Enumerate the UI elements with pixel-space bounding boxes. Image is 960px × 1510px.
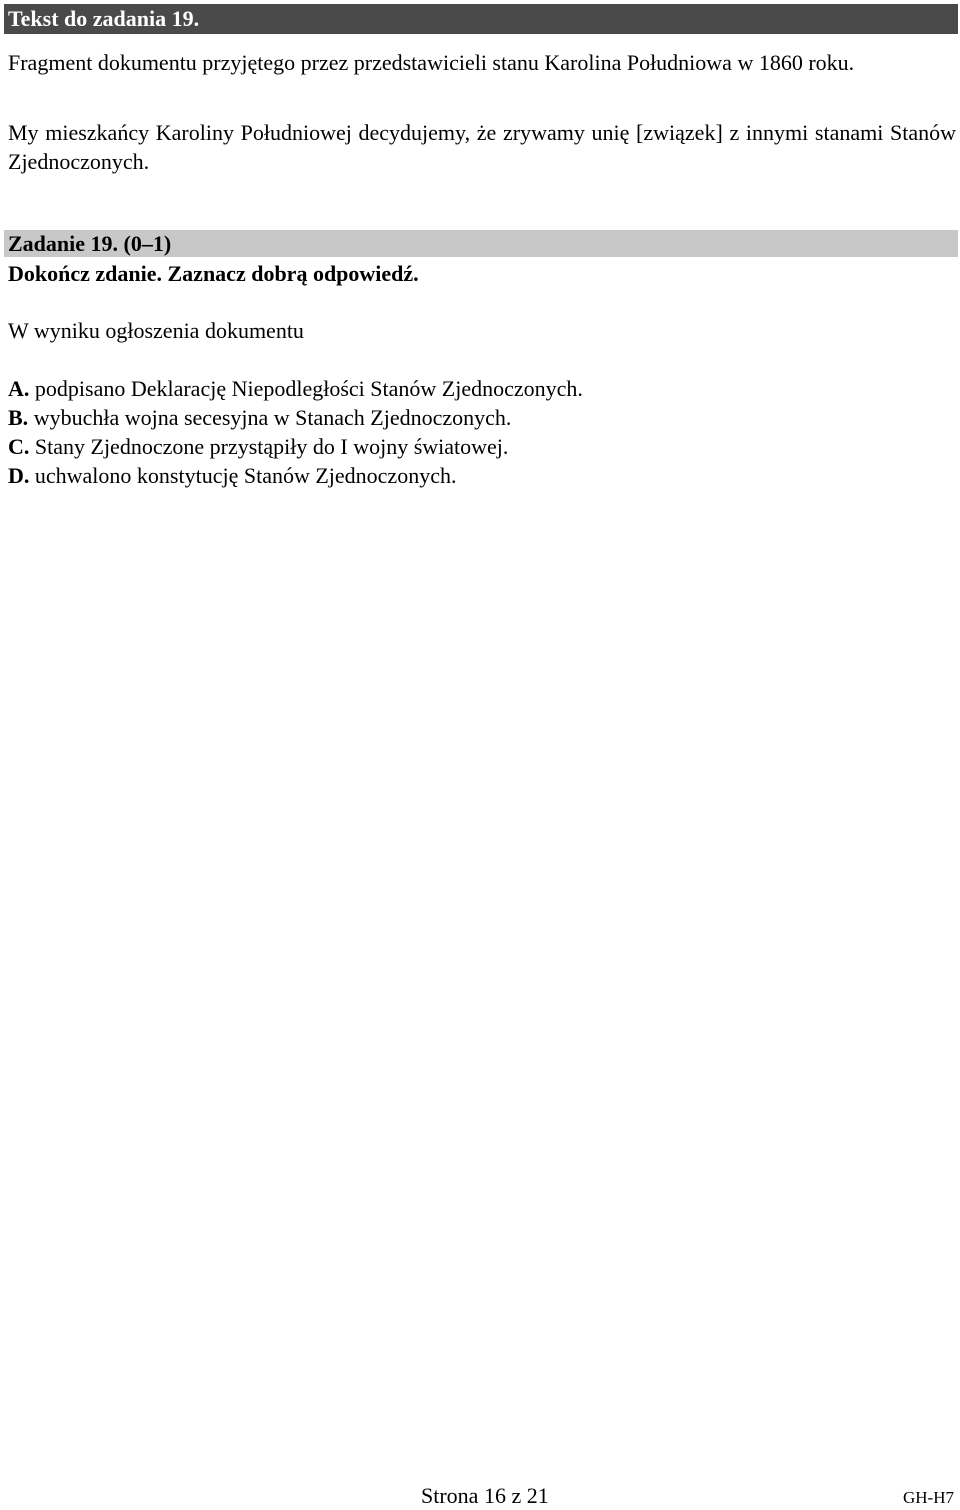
source-header-title: Tekst do zadania 19. [8, 6, 200, 31]
option-text: uchwalono konstytucję Stanów Zjednoczonych. [29, 463, 457, 488]
exam-code: GH-H7 [903, 1488, 954, 1507]
page-number: Strona 16 z 21 [421, 1483, 549, 1508]
option-letter: D. [8, 463, 30, 488]
option-text: wybuchła wojna secesyjna w Stanach Zjednoczonych. [28, 405, 512, 430]
option-text: podpisano Deklarację Niepodległości Stanów Zjednoczonych. [29, 376, 583, 401]
answer-option-c[interactable] [8, 432, 583, 461]
answer-option-d[interactable] [8, 461, 583, 490]
option-letter: A. [8, 376, 30, 401]
option-letter: B. [8, 405, 29, 430]
source-quote: My mieszkańcy Karoliny Południowej decydujemy, że zrywamy unię [związek] z innymi stanami Stanów Zjednoczonych. [8, 120, 956, 174]
answer-option-a[interactable] [8, 374, 583, 403]
option-letter: C. [8, 434, 30, 459]
answer-option-b[interactable] [8, 403, 583, 432]
task-instruction: Dokończ zdanie. Zaznacz dobrą odpowiedź. [8, 261, 419, 286]
answer-options [8, 374, 583, 490]
task-stem: W wyniku ogłoszenia dokumentu [8, 318, 304, 343]
source-intro: Fragment dokumentu przyjętego przez przedstawicieli stanu Karolina Południowa w 1860 roku. [8, 50, 855, 75]
option-text: Stany Zjednoczone przystąpiły do I wojny światowej. [29, 434, 509, 459]
task-title: Zadanie 19. (0–1) [8, 231, 172, 256]
